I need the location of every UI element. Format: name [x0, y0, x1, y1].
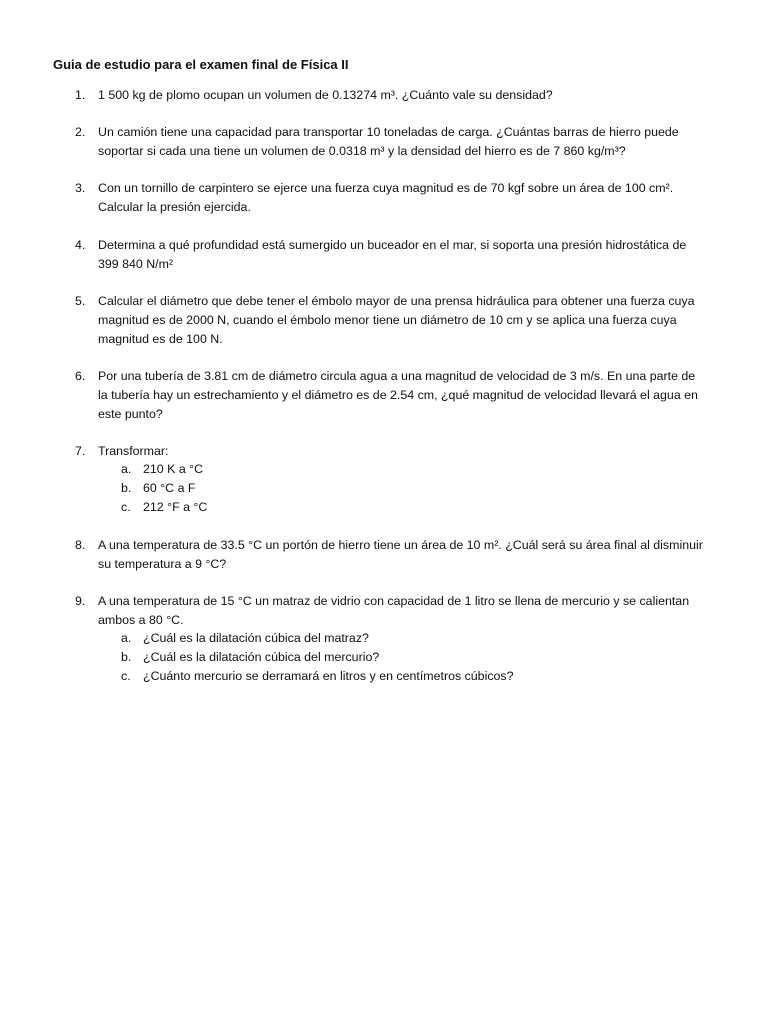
sub-item-marker: c. [121, 669, 131, 683]
question-line: este punto? [98, 407, 163, 421]
question-line: soportar si cada una tiene un volumen de 0.0318 m³ y la densidad del hierro es de 7 860 kg/m³? [98, 144, 626, 158]
question-line: magnitud es de 2000 N, cuando el émbolo menor tiene un diámetro de 10 cm y se aplica una fuerza cuya [98, 313, 677, 327]
document-title: Guia de estudio para el examen final de Física II [53, 57, 349, 72]
sub-item-text: ¿Cuál es la dilatación cúbica del mercurio? [143, 650, 380, 664]
question-text [98, 292, 718, 349]
question-text [98, 367, 718, 424]
question-number: 6. [75, 369, 86, 383]
sub-item-text: ¿Cuál es la dilatación cúbica del matraz? [143, 631, 369, 645]
sub-item-text: 60 °C a F [143, 481, 196, 495]
sub-item-marker: b. [121, 650, 132, 664]
question-line: Por una tubería de 3.81 cm de diámetro circula agua a una magnitud de velocidad de 3 m/s. En una parte de [98, 369, 696, 383]
sub-item-text: 210 K a °C [143, 462, 204, 476]
question-number: 2. [75, 125, 86, 139]
question-line: magnitud es de 100 N. [98, 332, 223, 346]
question-text [98, 179, 718, 217]
question-text [98, 592, 718, 630]
question-line: Un camión tiene una capacidad para transportar 10 toneladas de carga. ¿Cuántas barras de hierro puede [98, 125, 679, 139]
question-number: 5. [75, 294, 86, 308]
question-line: la tubería hay un estrechamiento y el diámetro es de 2.54 cm, ¿qué magnitud de velocidad llevará el agua en [98, 388, 698, 402]
question-line: Calcular el diámetro que debe tener el émbolo mayor de una prensa hidráulica para obtener una fuerza cuya [98, 294, 695, 308]
question-text [98, 236, 718, 274]
question-line: ambos a 80 °C. [98, 613, 184, 627]
question-line: 1 500 kg de plomo ocupan un volumen de 0.13274 m³. ¿Cuánto vale su densidad? [98, 88, 553, 102]
question-text [98, 536, 718, 574]
question-number: 9. [75, 594, 86, 608]
question-number: 7. [75, 444, 86, 458]
question-line: A una temperatura de 15 °C un matraz de vidrio con capacidad de 1 litro se llena de mercurio y se calientan [98, 594, 690, 608]
sub-item-text: 212 °F a °C [143, 500, 208, 514]
question-text [98, 442, 718, 461]
question-line: Determina a qué profundidad está sumergido un buceador en el mar, si soporta una presión hidrostática de [98, 238, 687, 252]
question-line: Calcular la presión ejercida. [98, 200, 251, 214]
question-line: Con un tornillo de carpintero se ejerce una fuerza cuya magnitud es de 70 kgf sobre un área de 100 cm². [98, 181, 674, 195]
question-number: 3. [75, 181, 86, 195]
sub-item-marker: b. [121, 481, 132, 495]
question-number: 8. [75, 538, 86, 552]
question-text [98, 123, 718, 161]
question-line: 399 840 N/m² [98, 257, 174, 271]
sub-item-marker: c. [121, 500, 131, 514]
sub-item-marker: a. [121, 631, 132, 645]
sub-item-text: ¿Cuánto mercurio se derramará en litros y en centímetros cúbicos? [143, 669, 514, 683]
question-number: 1. [75, 88, 86, 102]
question-text [98, 86, 718, 105]
question-line: A una temperatura de 33.5 °C un portón de hierro tiene un área de 10 m². ¿Cuál será su área final al disminuir [98, 538, 703, 552]
question-number: 4. [75, 238, 86, 252]
question-line: su temperatura a 9 °C? [98, 557, 227, 571]
sub-item-marker: a. [121, 462, 132, 476]
question-line: Transformar: [98, 444, 169, 458]
